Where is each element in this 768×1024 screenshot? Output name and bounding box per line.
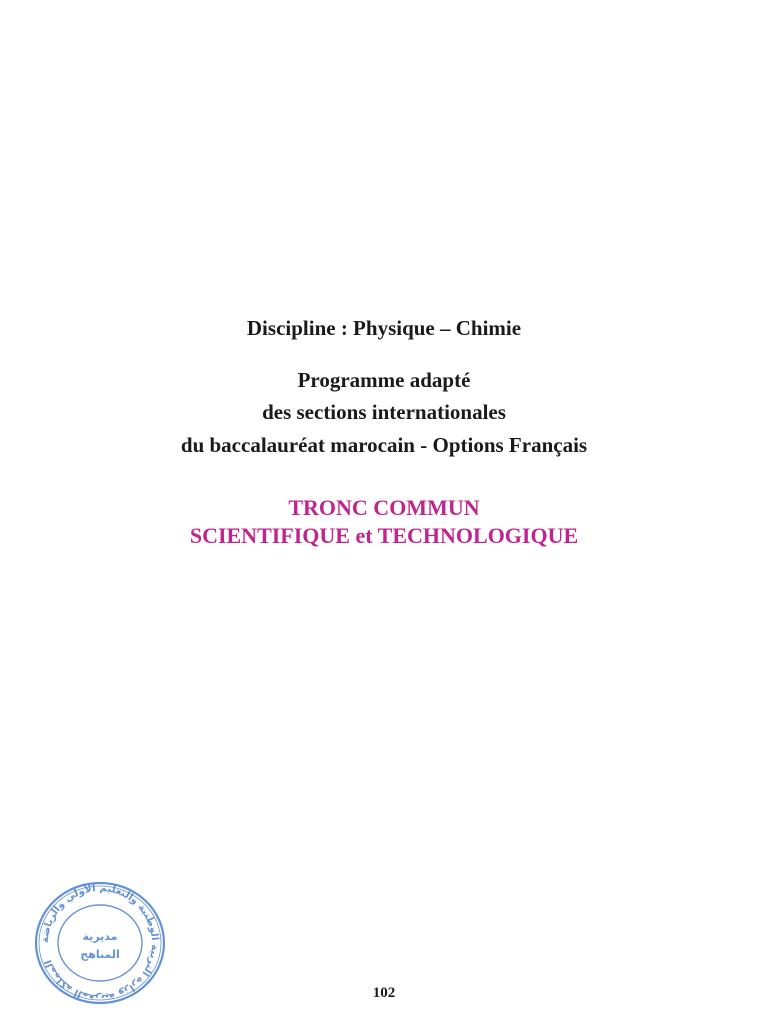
level-line-1: TRONC COMMUN [288, 495, 480, 520]
page-number: 102 [372, 985, 396, 1001]
level-line-2: SCIENTIFIQUE et TECHNOLOGIQUE [189, 523, 579, 548]
program-line-3: du baccalauréat marocain - Options Français [180, 433, 588, 457]
program-line-1: Programme adapté [297, 368, 471, 392]
discipline-heading: Discipline : Physique – Chimie [246, 316, 522, 340]
stamp-center-line-1: مديرية [82, 930, 118, 943]
stamp-center-line-2: المناهج [80, 948, 120, 961]
stamp-outer-text: المملكة المغربية وزارة التربية الوطنية والتعليم الأولي والرياضة [39, 882, 161, 1004]
program-line-2: des sections internationales [262, 400, 506, 424]
